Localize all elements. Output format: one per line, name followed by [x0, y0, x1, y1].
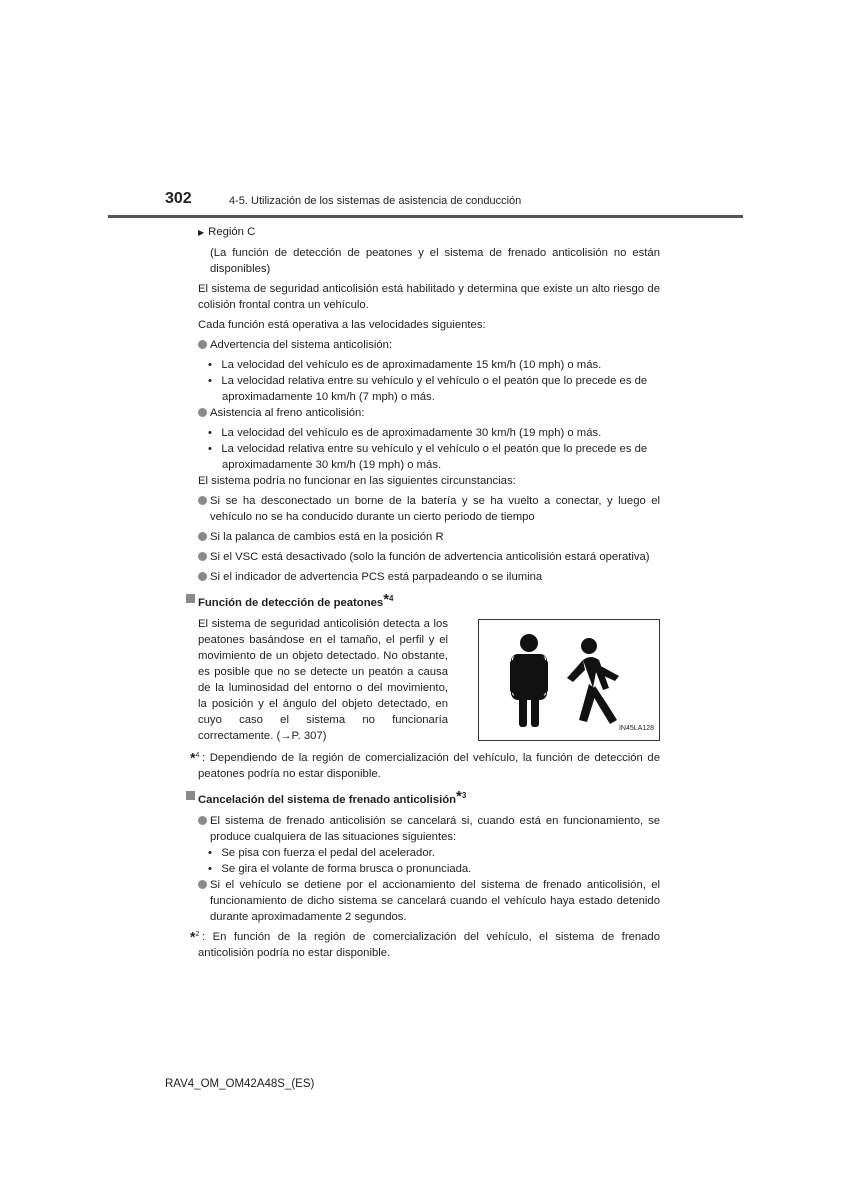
list-item: Si el indicador de advertencia PCS está parpadeando o se ilumina [198, 569, 660, 585]
list-item: • La velocidad relativa entre su vehículo y el vehículo o el peatón que lo precede es de aproximadamente 30 km/h (19 mph) o más. [208, 443, 648, 471]
circle-bullet-icon [198, 532, 207, 541]
main-content [190, 224, 660, 961]
footnote-4: *$^4$ : Dependiendo de la región de comercialización del vehículo, la función de detección de peatones podría no estar disponible. [190, 749, 660, 780]
paragraph-enabled: El sistema de seguridad anticolisión está habilitado y determina que existe un alto riesgo de colisión frontal contra un vehículo. [198, 283, 660, 311]
footer-doc-code: RAV4_OM_OM42A48S_(ES) [165, 1078, 315, 1090]
circle-bullet-icon [198, 572, 207, 581]
square-bullet-icon [186, 791, 195, 800]
page-number: 302 [165, 190, 192, 207]
brake-cancel-sublist [198, 845, 660, 877]
circle-bullet-icon [198, 816, 207, 825]
list-item: Advertencia del sistema anticolisión: [198, 337, 660, 353]
list-item: • La velocidad relativa entre su vehículo y el vehículo o el peatón que lo precede es de aproximadamente 10 km/h (7 mph) o más. [208, 375, 648, 403]
header-divider [108, 215, 743, 218]
pedestrian-section-title: Función de detección de peatones*$^4$ [198, 591, 660, 611]
footnote-marker: *$^2$ [190, 928, 200, 945]
list-item: • Se gira el volante de forma brusca o pronunciada. [208, 863, 472, 875]
list-item: Si el VSC está desactivado (solo la función de advertencia anticolisión estará operativa) [198, 549, 660, 565]
figure-code: IN45LA128 [618, 725, 654, 732]
brake-cancel-section-title: Cancelación del sistema de frenado anticolisión*$^3$ [198, 788, 660, 808]
list-item: Si la palanca de cambios está en la posición R [198, 529, 660, 545]
circle-bullet-icon [198, 408, 207, 417]
section-header-title: 4-5. Utilización de los sistemas de asistencia de conducción [229, 195, 522, 207]
footnote-2: *$^2$ : En función de la región de comercialización del vehículo, el sistema de frenado anticolisión podría no estar disponible. [190, 928, 660, 959]
pedestrian-body: El sistema de seguridad anticolisión detecta a los peatones basándose en el tamaño, el perfil y el movimiento de un objeto detectado. No obstante, es posible que no se detecte un peatón a causa de la luminosidad del entorno o del movimiento, la posición y el ángulo del objeto detectado, en cuyo caso el sistema no funcionaría correctamente. (→P. 307) [198, 618, 448, 742]
pedestrian-figure [478, 619, 660, 741]
brake-assist-sublist [198, 425, 660, 473]
list-item: El sistema de frenado anticolisión se cancelará si, cuando está en funcionamiento, se produce cualquiera de las situaciones siguientes: [198, 813, 660, 845]
region-c-heading: ▶ Región C [198, 226, 256, 238]
pedestrian-section [198, 616, 660, 744]
list-item: • La velocidad del vehículo es de aproximadamente 30 km/h (19 mph) o más. [208, 427, 602, 439]
list-item: • La velocidad del vehículo es de aproximadamente 15 km/h (10 mph) o más. [208, 359, 602, 371]
list-item: Si se ha desconectado un borne de la batería y se ha vuelto a conectar, y luego el vehículo no se ha conducido durante un cierto periodo de tiempo [198, 493, 660, 525]
circle-bullet-icon [198, 552, 207, 561]
list-item: Si el vehículo se detiene por el accionamiento del sistema de frenado anticolisión, el funcionamiento de dicho sistema se cancelará cuando el vehículo haya estado detenido durante aproximadamente 2 segundos. [198, 877, 660, 925]
triangle-bullet-icon: ▶ [198, 228, 205, 237]
list-item: • Se pisa con fuerza el pedal del acelerador. [208, 847, 435, 859]
footnote-marker: *$^4$ [190, 749, 200, 766]
warning-sublist [198, 357, 660, 405]
circle-bullet-icon [198, 340, 207, 349]
circle-bullet-icon [198, 496, 207, 505]
paragraph-speeds: Cada función está operativa a las velocidades siguientes: [198, 319, 486, 331]
square-bullet-icon [186, 594, 195, 603]
paragraph-may-not-work: El sistema podría no funcionar en las siguientes circunstancias: [198, 475, 516, 487]
circle-bullet-icon [198, 880, 207, 889]
list-item: Asistencia al freno anticolisión: [198, 405, 660, 421]
region-c-note: (La función de detección de peatones y el sistema de frenado anticolisión no están disponibles) [210, 247, 660, 275]
